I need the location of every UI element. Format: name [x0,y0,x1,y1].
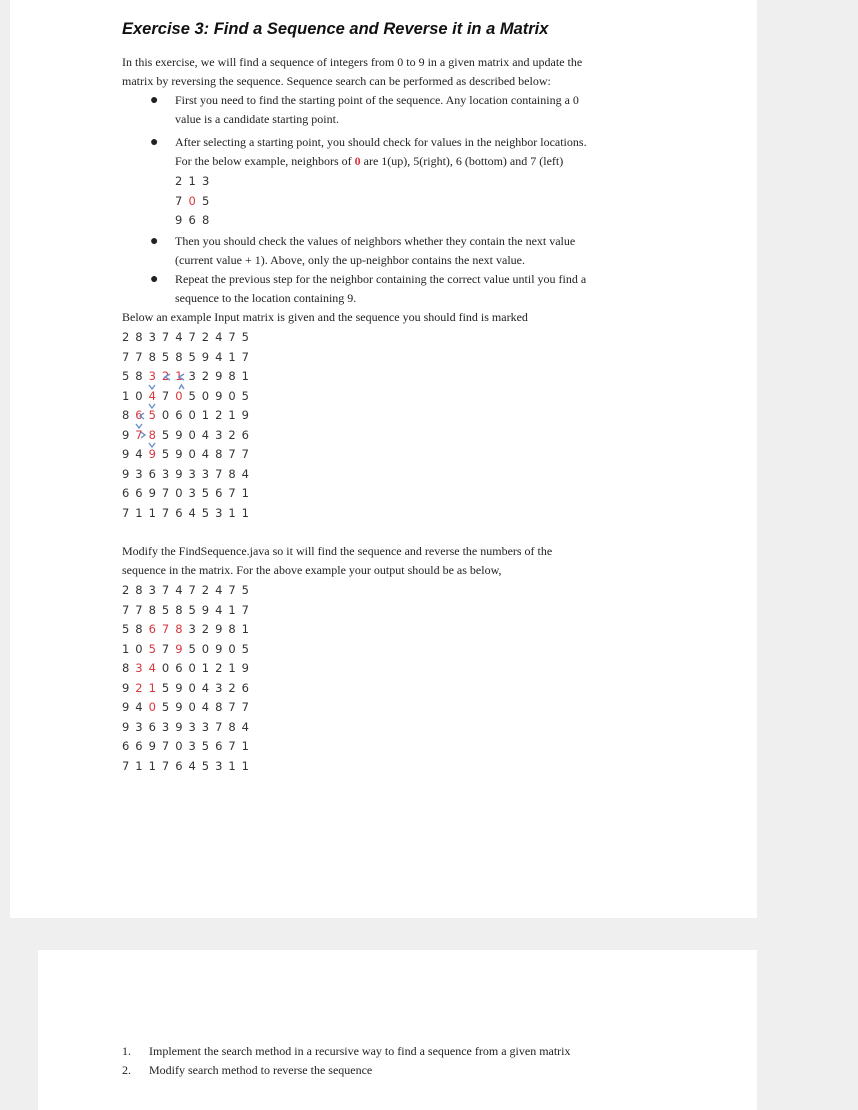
matrix-cell: 5 [188,349,196,364]
matrix-cell: 4 [135,447,143,461]
matrix-cell: 7 [161,739,170,753]
bullet-1-line-1: First you need to find the starting point of the sequence. Any location containing a 0 [175,93,579,107]
matrix-cell: 2 [201,583,210,597]
matrix-cell: 6 [148,622,156,636]
matrix-cell: 3 [215,680,223,695]
matrix-cell: 8 [202,213,210,227]
matrix-cell: 8 [135,369,143,383]
matrix-row [122,328,255,348]
matrix-cell: 9 [122,719,130,734]
matrix-cell: 5 [241,641,249,656]
matrix-cell: 9 [175,213,183,227]
matrix-cell: 3 [188,622,196,636]
matrix-cell: 2 [215,408,223,422]
matrix-cell: 6 [148,719,156,734]
matrix-cell: 1 [241,486,249,500]
matrix-cell: 6 [241,427,249,442]
matrix-cell: 8 [228,719,236,734]
matrix-cell: 9 [175,641,183,656]
matrix-cell: 1 [241,505,249,520]
matrix-cell: 9 [148,447,156,461]
bullet-icon: ● [150,234,159,249]
matrix-cell: 3 [161,719,170,734]
matrix-cell: 3 [202,174,210,188]
matrix-cell: 7 [135,349,143,364]
bullet-3-line-1: Then you should check the values of neighbors whether they contain the next value [175,234,576,248]
matrix-cell: 6 [148,466,156,481]
matrix-cell: 1 [201,661,210,675]
matrix-cell: 6 [122,486,130,500]
matrix-cell: 2 [228,680,236,695]
matrix-cell: 8 [228,466,236,481]
matrix-cell: 0 [175,486,183,500]
matrix-cell: 1 [148,505,156,520]
matrix-cell: 9 [201,349,210,364]
input-matrix [122,328,255,523]
matrix-cell: 8 [122,661,130,675]
matrix-cell: 7 [228,700,236,714]
matrix-cell: 7 [122,758,130,773]
matrix-cell: 9 [215,388,223,403]
matrix-cell: 7 [188,330,196,344]
matrix-cell: 8 [228,369,236,383]
intro-line-1: In this exercise, we will find a sequence of integers from 0 to 9 in a given matrix and update the [122,55,583,69]
matrix-cell: 4 [215,602,223,617]
matrix-cell: 5 [161,447,170,461]
matrix-cell: 8 [148,427,156,442]
matrix-cell: 8 [135,622,143,636]
matrix-cell: 1 [175,369,183,383]
matrix-cell: 6 [215,739,223,753]
matrix-cell: 9 [122,680,130,695]
matrix-cell: 1 [228,661,236,675]
matrix-cell: 0 [135,641,143,656]
matrix-cell: 5 [188,602,196,617]
matrix-row [122,679,255,699]
matrix-cell: 1 [228,602,236,617]
matrix-cell: 6 [135,408,143,422]
matrix-cell: 7 [161,505,170,520]
matrix-cell: 0 [228,388,236,403]
matrix-cell: 1 [135,505,143,520]
matrix-cell: 4 [175,330,183,344]
matrix-cell: 6 [175,408,183,422]
matrix-cell: 6 [135,739,143,753]
matrix-cell: 8 [228,622,236,636]
matrix-cell: 1 [228,758,236,773]
matrix-cell: 9 [215,369,223,383]
modify-line-2: sequence in the matrix. For the above example your output should be as below, [122,563,502,577]
matrix-cell: 1 [228,349,236,364]
matrix-cell: 1 [228,408,236,422]
matrix-row [122,406,255,426]
matrix-cell: 7 [161,641,170,656]
matrix-cell: 7 [228,486,236,500]
matrix-cell: 7 [161,622,170,636]
matrix-cell: 4 [175,583,183,597]
output-matrix [122,581,255,776]
matrix-cell: 8 [148,602,156,617]
matrix-cell: 6 [135,486,143,500]
matrix-cell: 4 [135,700,143,714]
task-1-text: Implement the search method in a recursive way to find a sequence from a given matrix [149,1044,571,1058]
matrix-cell: 7 [228,739,236,753]
matrix-cell: 4 [241,466,249,481]
matrix-cell: 2 [122,583,130,597]
matrix-cell: 9 [175,427,183,442]
matrix-cell: 1 [148,680,156,695]
matrix-cell: 9 [215,641,223,656]
exercise-title: Exercise 3: Find a Sequence and Reverse it in a Matrix [122,20,549,38]
matrix-cell: 9 [175,466,183,481]
matrix-cell: 2 [201,369,210,383]
matrix-cell: 8 [215,447,223,461]
matrix-row [122,640,255,660]
matrix-cell: 0 [175,388,183,403]
matrix-cell: 5 [188,641,196,656]
matrix-cell: 1 [122,641,130,656]
matrix-cell: 2 [135,680,143,695]
matrix-cell: 3 [188,719,196,734]
intro-line-2: matrix by reversing the sequence. Sequence search can be performed as described below: [122,74,551,88]
matrix-cell: 6 [175,661,183,675]
matrix-cell: 7 [135,602,143,617]
matrix-cell: 3 [188,739,196,753]
matrix-cell: 9 [148,739,156,753]
matrix-cell: 3 [215,505,223,520]
matrix-cell: 8 [148,349,156,364]
matrix-cell: 4 [201,447,210,461]
matrix-cell: 1 [228,505,236,520]
bullet-3-line-2: (current value + 1). Above, only the up-neighbor contains the next value. [175,253,525,267]
matrix-cell: 0 [201,388,210,403]
matrix-cell: 8 [215,700,223,714]
matrix-cell: 0 [161,408,170,422]
matrix-cell: 0 [188,427,196,442]
text: are 1(up), 5(right), 6 (bottom) and 7 (left) [360,154,564,168]
matrix-cell: 1 [135,758,143,773]
matrix-cell: 7 [228,447,236,461]
matrix-row [122,737,255,757]
matrix-cell: 7 [241,447,249,461]
matrix-cell: 5 [241,330,249,344]
matrix-cell: 4 [241,719,249,734]
matrix-row [122,367,255,387]
matrix-cell: 0 [201,641,210,656]
matrix-cell: 2 [201,330,210,344]
bullet-4-line-2: sequence to the location containing 9. [175,291,357,305]
modify-line-1: Modify the FindSequence.java so it will find the sequence and reverse the numbers of the [122,544,553,558]
matrix-cell: 9 [201,602,210,617]
matrix-cell: 7 [161,330,170,344]
task-2-text: Modify search method to reverse the sequence [149,1063,373,1077]
matrix-cell: 6 [241,680,249,695]
document-page-2 [38,950,757,1110]
matrix-cell: 4 [215,349,223,364]
matrix-row [122,426,255,446]
matrix-cell: 6 [175,505,183,520]
matrix-cell: 9 [122,427,130,442]
matrix-cell: 0 [188,661,196,675]
matrix-cell: 6 [215,486,223,500]
matrix-cell: 7 [241,700,249,714]
matrix-row [122,465,255,485]
bullet-1-line-2: value is a candidate starting point. [175,112,339,126]
matrix-cell: 1 [122,388,130,403]
matrix-row [122,504,255,524]
matrix-cell: 7 [215,719,223,734]
matrix-cell: 0 [188,680,196,695]
matrix-cell: 0 [175,739,183,753]
matrix-cell: 6 [175,758,183,773]
matrix-cell: 7 [241,602,249,617]
matrix-cell: 5 [201,739,210,753]
matrix-cell: 7 [122,505,130,520]
matrix-cell: 1 [201,408,210,422]
matrix-cell: 1 [241,739,249,753]
matrix-cell: 7 [161,583,170,597]
matrix-cell: 9 [175,447,183,461]
matrix-cell: 7 [188,583,196,597]
matrix-cell: 4 [188,758,196,773]
matrix-cell: 9 [215,622,223,636]
matrix-row [122,445,255,465]
matrix-row [122,348,255,368]
matrix-cell: 3 [215,427,223,442]
bullet-2-line-2 [175,152,563,171]
matrix-cell: 4 [201,680,210,695]
matrix-cell: 9 [122,700,130,714]
matrix-cell: 7 [161,486,170,500]
matrix-cell: 0 [188,700,196,714]
matrix-cell: 5 [122,369,130,383]
matrix-cell: 3 [161,466,170,481]
matrix-cell: 2 [201,622,210,636]
matrix-cell: 7 [175,193,183,208]
matrix-cell: 4 [148,388,156,403]
matrix-row [175,172,216,192]
matrix-cell: 3 [201,719,210,734]
matrix-cell: 6 [188,213,196,227]
matrix-cell: 4 [215,330,223,344]
bullet-4-line-1: Repeat the previous step for the neighbor containing the correct value until you find a [175,272,587,286]
matrix-cell: 8 [135,583,143,597]
matrix-cell: 5 [201,758,210,773]
matrix-row [175,192,216,212]
matrix-cell: 2 [122,330,130,344]
matrix-row [122,601,255,621]
matrix-row [122,581,255,601]
matrix-cell: 1 [148,758,156,773]
matrix-cell: 1 [188,174,196,188]
matrix-cell: 0 [188,408,196,422]
matrix-cell: 3 [148,369,156,383]
matrix-cell: 1 [241,622,249,636]
matrix-cell: 7 [215,466,223,481]
matrix-cell: 5 [188,388,196,403]
matrix-cell: 7 [228,330,236,344]
matrix-cell: 7 [241,349,249,364]
matrix-cell: 0 [188,193,196,208]
matrix-cell: 5 [201,486,210,500]
matrix-cell: 2 [161,369,170,383]
matrix-cell: 2 [228,427,236,442]
example-label: Below an example Input matrix is given and the sequence you should find is marked [122,310,528,324]
bullet-icon: ● [150,272,159,287]
bullet-2-line-1: After selecting a starting point, you should check for values in the neighbor locations. [175,135,587,149]
matrix-cell: 5 [161,680,170,695]
matrix-cell: 8 [175,602,183,617]
matrix-cell: 7 [161,388,170,403]
matrix-cell: 0 [228,641,236,656]
matrix-cell: 3 [215,758,223,773]
matrix-cell: 0 [161,661,170,675]
matrix-cell: 8 [175,349,183,364]
matrix-cell: 8 [122,408,130,422]
matrix-cell: 5 [241,583,249,597]
matrix-cell: 3 [188,466,196,481]
matrix-cell: 4 [188,505,196,520]
matrix-cell: 7 [122,602,130,617]
matrix-cell: 9 [175,719,183,734]
matrix-cell: 3 [135,719,143,734]
matrix-row [122,620,255,640]
matrix-cell: 4 [215,583,223,597]
text: For the below example, neighbors of [175,154,355,168]
matrix-cell: 7 [135,427,143,442]
matrix-row [175,211,216,231]
matrix-cell: 5 [201,505,210,520]
matrix-cell: 3 [188,486,196,500]
matrix-cell: 5 [148,408,156,422]
small-example-matrix [175,172,216,231]
matrix-cell: 9 [122,447,130,461]
matrix-cell: 5 [161,700,170,714]
matrix-cell: 8 [135,330,143,344]
matrix-cell: 0 [188,447,196,461]
matrix-cell: 9 [241,661,249,675]
matrix-cell: 5 [148,641,156,656]
matrix-cell: 8 [175,622,183,636]
matrix-cell: 7 [161,758,170,773]
matrix-cell: 9 [241,408,249,422]
matrix-cell: 0 [148,700,156,714]
matrix-row [122,698,255,718]
task-1-number: 1. [122,1044,131,1058]
matrix-row [122,757,255,777]
matrix-row [122,387,255,407]
matrix-cell: 6 [122,739,130,753]
matrix-cell: 0 [135,388,143,403]
matrix-cell: 4 [201,700,210,714]
matrix-row [122,718,255,738]
matrix-cell: 7 [228,583,236,597]
matrix-cell: 9 [148,486,156,500]
matrix-cell: 5 [202,193,210,208]
matrix-cell: 9 [122,466,130,481]
matrix-cell: 5 [161,602,170,617]
matrix-cell: 5 [161,427,170,442]
matrix-cell: 1 [241,758,249,773]
highlighted-zero: 0 [354,154,361,168]
matrix-cell: 2 [175,174,183,188]
matrix-cell: 7 [122,349,130,364]
matrix-cell: 3 [148,583,156,597]
bullet-icon: ● [150,93,159,108]
matrix-cell: 3 [188,369,196,383]
matrix-cell: 4 [201,427,210,442]
bullet-icon: ● [150,135,159,150]
matrix-cell: 3 [148,330,156,344]
matrix-cell: 5 [161,349,170,364]
matrix-cell: 2 [215,661,223,675]
matrix-cell: 5 [241,388,249,403]
matrix-cell: 3 [201,466,210,481]
task-2-number: 2. [122,1063,131,1077]
matrix-cell: 3 [135,466,143,481]
matrix-cell: 3 [135,661,143,675]
matrix-cell: 1 [241,369,249,383]
matrix-row [122,659,255,679]
matrix-cell: 4 [148,661,156,675]
matrix-cell: 9 [175,680,183,695]
matrix-cell: 5 [122,622,130,636]
matrix-cell: 9 [175,700,183,714]
matrix-row [122,484,255,504]
